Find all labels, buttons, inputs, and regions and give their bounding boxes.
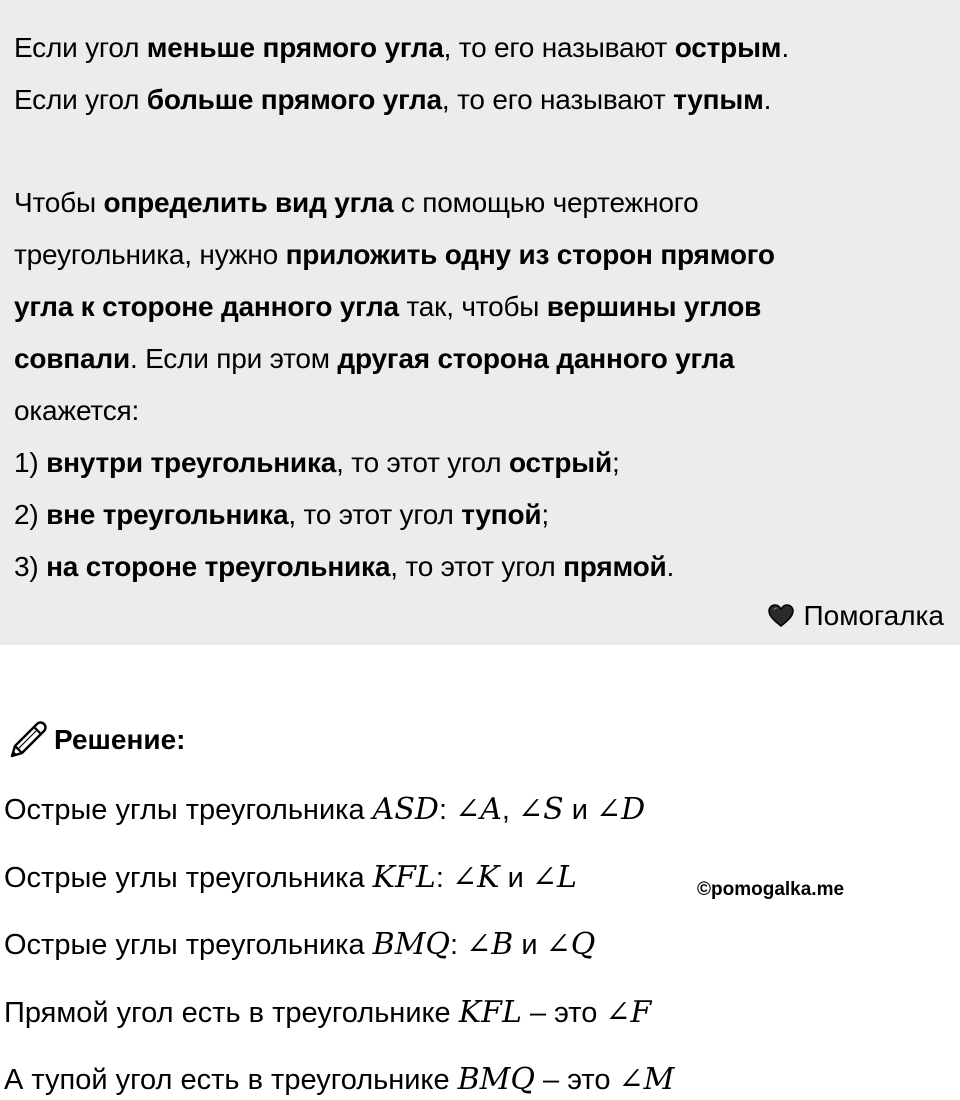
math-expression: BMQ — [372, 927, 451, 962]
bold-term: тупой — [461, 499, 542, 530]
text-run: ; — [541, 499, 550, 530]
bold-term: тупым — [673, 84, 764, 115]
text-run: : — [450, 929, 467, 961]
math-expression: ∠S — [518, 792, 564, 827]
bold-term: острый — [508, 447, 613, 478]
bold-term: острым — [674, 32, 782, 63]
math-expression: ∠K — [451, 860, 500, 895]
heart-icon — [768, 604, 794, 628]
text-run: , то этот угол — [390, 551, 564, 582]
text-run: – это — [535, 1064, 619, 1096]
text-run: , то его называют — [443, 32, 675, 63]
bold-term: совпали — [14, 343, 130, 374]
bold-term: меньше прямого угла — [146, 32, 444, 63]
bold-term: угла к стороне данного угла — [14, 291, 399, 322]
text-run: Острые углы треугольника — [4, 794, 373, 826]
text-run: . — [666, 551, 675, 582]
math-expression: KFL — [372, 860, 436, 895]
theory-line — [14, 443, 620, 483]
bold-term: больше прямого угла — [146, 84, 442, 115]
text-run: Прямой угол есть в треугольнике — [4, 997, 459, 1029]
theory-line — [14, 235, 775, 275]
brand-signature — [768, 598, 944, 634]
theory-line — [14, 183, 698, 223]
text-run: А тупой угол есть в треугольнике — [4, 1064, 458, 1096]
text-run: . Если при этом — [129, 343, 338, 374]
text-run: 2) — [14, 499, 47, 530]
text-run: Острые углы треугольника — [4, 862, 373, 894]
text-run: Острые углы треугольника — [4, 929, 373, 961]
bold-term: определить вид угла — [103, 187, 394, 218]
text-run: и — [513, 929, 546, 961]
bold-term: приложить одну из сторон прямого — [285, 239, 775, 270]
theory-line — [14, 495, 549, 535]
text-run: и — [563, 794, 597, 826]
text-run: так, чтобы — [398, 291, 547, 322]
bold-term: вершины углов — [546, 291, 762, 322]
pencil-icon — [6, 720, 50, 760]
text-run: и — [499, 862, 532, 894]
brand-name: Помогалка — [803, 600, 944, 631]
math-expression: ASD — [372, 792, 439, 827]
text-run: Чтобы — [14, 187, 104, 218]
solution-line — [4, 925, 595, 965]
theory-line — [14, 391, 139, 431]
text-run: Если угол — [14, 84, 147, 115]
math-expression: ∠Q — [545, 927, 596, 962]
math-expression: ∠L — [531, 860, 577, 895]
math-expression: BMQ — [457, 1062, 535, 1097]
solution-line — [4, 993, 651, 1033]
solution-heading — [6, 720, 185, 760]
text-run: : — [435, 862, 452, 894]
watermark: ©pomogalka.me — [697, 879, 845, 900]
theory-line — [14, 339, 734, 379]
text-run: окажется: — [14, 395, 140, 426]
math-expression: ∠F — [605, 995, 652, 1030]
text-run: 3) — [14, 551, 47, 582]
text-run: треугольника, нужно — [14, 239, 286, 270]
math-expression: ∠M — [618, 1062, 675, 1097]
math-expression: ∠B — [466, 927, 514, 962]
bold-term: вне треугольника — [46, 499, 289, 530]
bold-term: внутри треугольника — [46, 447, 337, 478]
text-run: Если угол — [14, 32, 147, 63]
math-expression: ∠D — [596, 792, 646, 827]
text-run: , — [501, 794, 519, 826]
text-run: , то его называют — [441, 84, 674, 115]
text-run: с помощью чертежного — [393, 187, 699, 218]
math-expression: ∠A — [455, 792, 502, 827]
theory-line — [14, 547, 674, 587]
theory-line — [14, 28, 789, 68]
text-run: – это — [521, 997, 606, 1029]
solution-line — [4, 790, 645, 830]
theory-line — [14, 287, 761, 327]
text-run: , то этот угол — [336, 447, 509, 478]
text-run: : — [438, 794, 456, 826]
text-run: , то этот угол — [288, 499, 462, 530]
solution-line — [4, 1060, 674, 1100]
solution-title: Решение: — [54, 724, 186, 755]
theory-line — [14, 80, 771, 120]
math-expression: KFL — [458, 995, 522, 1030]
solution-line — [4, 858, 577, 898]
bold-term: прямой — [563, 551, 667, 582]
text-run: ; — [612, 447, 620, 478]
text-run: 1) — [14, 447, 47, 478]
text-run: . — [781, 32, 789, 63]
bold-term: другая сторона данного угла — [337, 343, 735, 374]
text-run: . — [763, 84, 772, 115]
bold-term: на стороне треугольника — [46, 551, 391, 582]
